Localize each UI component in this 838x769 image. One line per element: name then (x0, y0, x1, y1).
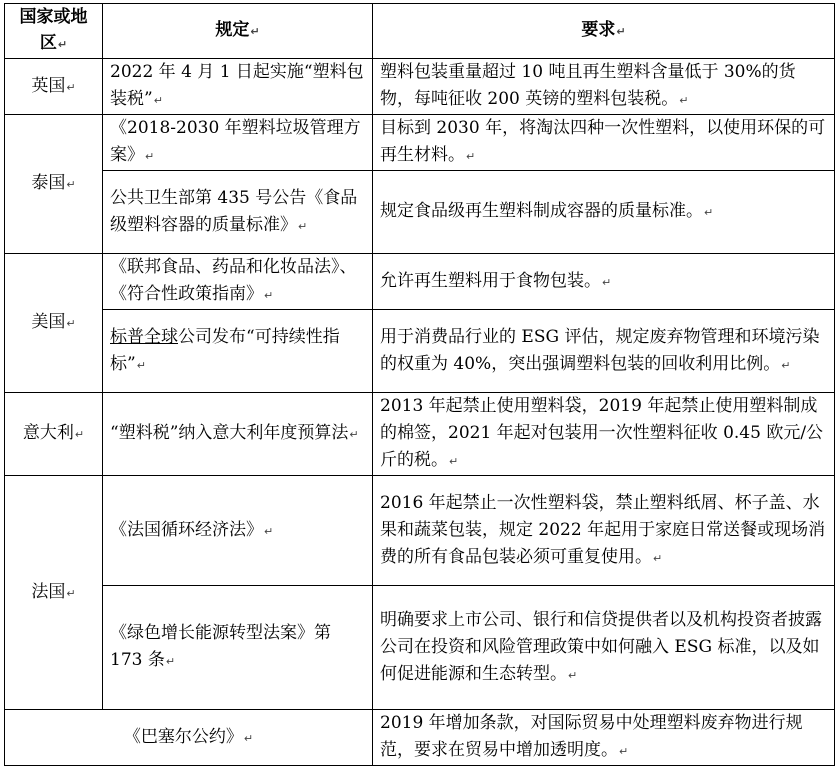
rule-cell: “塑料税”纳入意大利年度预算法↵ (103, 393, 373, 476)
table-row (5, 586, 835, 710)
requirement-cell: 规定食品级再生塑料制成容器的质量标准。↵ (373, 171, 835, 254)
country-cell: 美国↵ (5, 254, 103, 393)
country-cell: 意大利↵ (5, 393, 103, 476)
rule-cell: 公共卫生部第 435 号公告《食品级塑料容器的质量标准》↵ (103, 171, 373, 254)
requirement-cell: 2019 年增加条款，对国际贸易中处理塑料废弃物进行规范，要求在贸易中增加透明度。↵ (373, 710, 835, 766)
table-row (5, 59, 835, 115)
requirement-cell: 2016 年起禁止一次性塑料袋，禁止塑料纸屑、杯子盖、水果和蔬菜包装，规定 2022 年起用于家庭日常送餐或现场消费的所有食品包装必须可重复使用。↵ (373, 476, 835, 586)
requirement-cell: 目标到 2030 年，将淘汰四种一次性塑料，以使用环保的可再生材料。↵ (373, 115, 835, 171)
rule-cell: 标普全球公司发布“可持续性指标”↵ (103, 310, 373, 393)
country-cell: 英国↵ (5, 59, 103, 115)
table-row (5, 476, 835, 586)
requirement-cell: 用于消费品行业的 ESG 评估，规定废弃物管理和环境污染的权重为 40%，突出强调塑料包装的回收利用比例。↵ (373, 310, 835, 393)
requirement-cell: 允许再生塑料用于食物包装。↵ (373, 254, 835, 310)
table-row (5, 310, 835, 393)
rule-cell: 《法国循环经济法》↵ (103, 476, 373, 586)
rule-cell: 《联邦食品、药品和化妆品法》、《符合性政策指南》↵ (103, 254, 373, 310)
rule-cell: 2022 年 4 月 1 日起实施“塑料包装税”↵ (103, 59, 373, 115)
header-row (5, 4, 835, 59)
table-row (5, 171, 835, 254)
table-row (5, 115, 835, 171)
requirement-cell: 明确要求上市公司、银行和信贷提供者以及机构投资者披露公司在投资和风险管理政策中如何融入 ESG 标准，以及如何促进能源和生态转型。↵ (373, 586, 835, 710)
header-country: 国家或地区↵ (5, 4, 103, 59)
table-row (5, 393, 835, 476)
header-requirement: 要求↵ (373, 4, 835, 59)
country-cell: 泰国↵ (5, 115, 103, 254)
table-row (5, 254, 835, 310)
country-cell: 法国↵ (5, 476, 103, 710)
underlined-term: 标普全球 (110, 326, 178, 347)
requirement-cell: 塑料包装重量超过 10 吨且再生塑料含量低于 30%的货物，每吨征收 200 英镑的塑料包装税。↵ (373, 59, 835, 115)
header-rule: 规定↵ (103, 4, 373, 59)
regulations-table (4, 3, 835, 766)
requirement-cell: 2013 年起禁止使用塑料袋，2019 年起禁止使用塑料制成的棉签，2021 年起对包装用一次性塑料征收 0.45 欧元/公斤的税。↵ (373, 393, 835, 476)
rule-cell: 《巴塞尔公约》↵ (5, 710, 373, 766)
table-row (5, 710, 835, 766)
rule-cell: 《2018-2030 年塑料垃圾管理方案》↵ (103, 115, 373, 171)
rule-cell: 《绿色增长能源转型法案》第 173 条↵ (103, 586, 373, 710)
